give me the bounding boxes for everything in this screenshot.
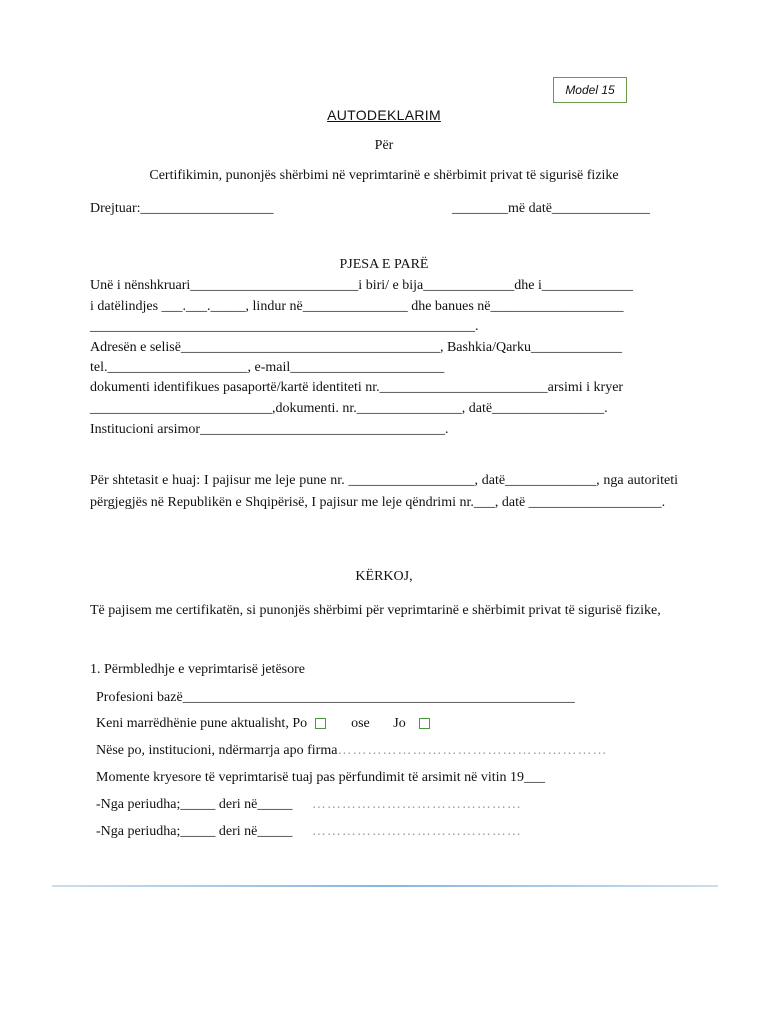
period-dots: …………………………………… xyxy=(311,797,522,812)
part1-line: tel.____________________, e-mail______________________ xyxy=(90,360,445,375)
institution-label: Nëse po, institucioni, ndërmarrja apo firma xyxy=(96,743,338,758)
period-row xyxy=(96,824,522,840)
profession-field: Profesioni bazë________________________________________________________ xyxy=(96,690,575,705)
employment-row xyxy=(96,716,430,732)
part1-line: dokumenti identifikues pasaportë/kartë identiteti nr.________________________arsimi i kryer xyxy=(90,380,624,395)
footer-divider xyxy=(52,885,718,887)
ose-label: ose xyxy=(351,716,370,731)
part1-line: i datëlindjes ___.___._____, lindur në_______________ dhe banues në___________________ xyxy=(90,299,624,314)
request-text: Të pajisem me certifikatën, si punonjës shërbimi për veprimtarinë e shërbimit privat të sigurisë fizike, xyxy=(90,603,661,618)
period-text: -Nga periudha;_____ deri në_____ xyxy=(96,824,293,839)
subtitle: Certifikimin, punonjës shërbimi në veprimtarinë e shërbimit privat të sigurisë fizike xyxy=(149,168,619,183)
part1-line: Adresën e selisë_____________________________________, Bashkia/Qarku_____________ xyxy=(90,340,622,355)
per-line: Për xyxy=(374,138,394,153)
jo-label: Jo xyxy=(393,716,406,731)
part1-line: Institucioni arsimor___________________________________. xyxy=(90,422,449,437)
model-label: Model 15 xyxy=(565,83,615,97)
part1-line: Unë i nënshkruari________________________i biri/ e bija_____________dhe i_____________ xyxy=(90,278,633,293)
document-title: AUTODEKLARIM xyxy=(327,107,441,123)
foreign-citizens-paragraph: Për shtetasit e huaj: I pajisur me leje pune nr. __________________, datë_____________, nga autoriteti përgjegjës në Republikën e Shqipërisë, I pajisur me leje qëndrimi nr.___, datë ___________________. xyxy=(90,473,678,510)
part1-line: __________________________,dokumenti. nr._______________, datë________________. xyxy=(90,401,608,416)
period-dots: …………………………………… xyxy=(311,824,522,839)
period-row xyxy=(96,797,522,813)
employment-question: Keni marrëdhënie pune aktualisht, Po xyxy=(96,716,308,731)
date-field: ________më datë______________ xyxy=(452,201,650,216)
institution-dots: ……………………………………………… xyxy=(337,743,608,758)
moments-line: Momente kryesore të veprimtarisë tuaj pas përfundimit të arsimit në vitin 19___ xyxy=(96,770,546,785)
part1-heading: PJESA E PARË xyxy=(339,257,429,272)
section1-title: 1. Përmbledhje e veprimtarisë jetësore xyxy=(90,662,305,677)
drejtuar-field: Drejtuar:___________________ xyxy=(90,201,274,216)
jo-checkbox[interactable] xyxy=(419,718,430,729)
part1-line: _______________________________________________________. xyxy=(90,319,479,334)
po-checkbox[interactable] xyxy=(315,718,326,729)
period-text: -Nga periudha;_____ deri në_____ xyxy=(96,797,293,812)
institution-row xyxy=(96,743,607,759)
request-heading: KËRKOJ, xyxy=(355,569,413,584)
model-label-box xyxy=(553,77,627,103)
